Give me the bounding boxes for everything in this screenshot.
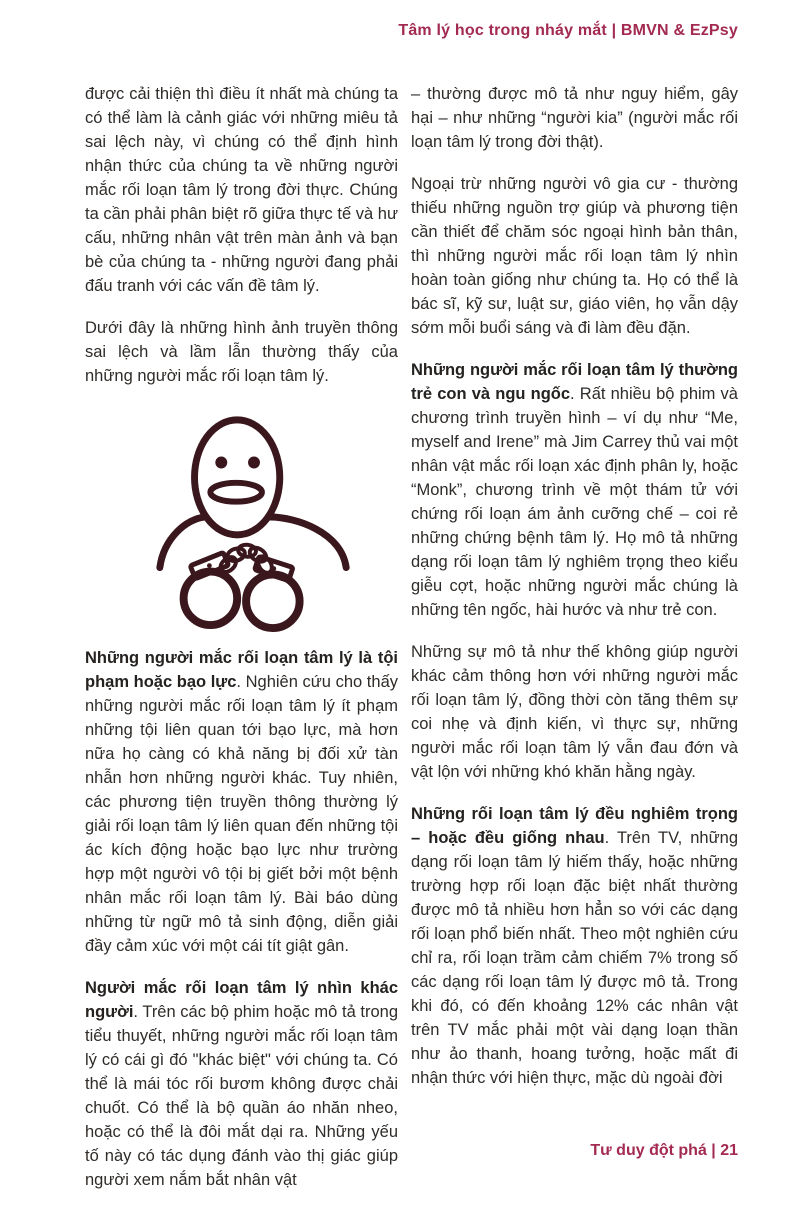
page-footer: Tư duy đột phá | 21 — [590, 1142, 738, 1159]
paragraph-lead: Những người mắc rối loạn tâm lý thường trẻ con và ngu ngốc — [411, 361, 738, 403]
paragraph-lead: Những rối loạn tâm lý đều nghiêm trọng – hoặc đều giống nhau — [411, 805, 738, 847]
right-column — [411, 82, 738, 1210]
person-with-handcuffs-illustration — [143, 406, 365, 634]
paragraph: Những sự mô tả như thế không giúp người khác cảm thông hơn với những người mắc rối loạn tâm lý, đồng thời còn tăng thêm sự coi nhẹ và định kiến, vì thực sự, những người mắc rối loạn tâm lý vẫn đau đớn và vật lộn với những khó khăn hằng ngày. — [411, 643, 738, 781]
paragraph: Những rối loạn tâm lý đều nghiêm trọng – hoặc đều giống nhau. Trên TV, những dạng rối loạn tâm lý hiếm thấy, hoặc những trường hợp rối loạn đặc biệt nhất thường được mô tả nhiều hơn hẳn so với các dạng rối loạn phổ biến nhất. Theo một nghiên cứu chỉ ra, rối loạn trầm cảm chiếm 7% trong số các dạng rối loạn tâm lý được mô tả. Trong khi đó, có đến khoảng 12% các nhân vật trên TV mắc phải một vài dạng loạn thần như ảo thanh, hoang tưởng, hoặc mất đi nhận thức với hiện thực, mặc dù ngoài đời — [411, 805, 738, 1087]
paragraph-lead: Những người mắc rối loạn tâm lý là tội phạm hoặc bạo lực — [85, 649, 398, 691]
paragraph: – thường được mô tả như nguy hiểm, gây hại – như những “người kia” (người mắc rối loạn tâm lý trong đời thật). — [411, 85, 738, 151]
paragraph: Những người mắc rối loạn tâm lý là tội phạm hoặc bạo lực. Nghiên cứu cho thấy những người mắc rối loạn tâm lý ít phạm những tội liên quan tới bạo lực, mà hơn nữa họ càng có khả năng bị đối xử tàn nhẫn hơn những người khác. Tuy nhiên, các phương tiện truyền thông thường lý giải rối loạn tâm lý liên quan đến những tội ác kích động hoặc bạo lực như trường hợp một người vô tội bị giết bởi một bệnh nhân mắc rối loạn tâm lý. Bài báo dùng những từ ngữ mô tả sinh động, diễn giải đầy cảm xúc với một cái tít giật gân. — [85, 649, 398, 955]
paragraph-lead: Người mắc rối loạn tâm lý nhìn khác người — [85, 979, 398, 1021]
paragraph: Dưới đây là những hình ảnh truyền thông sai lệch và lầm lẫn thường thấy của những người mắc rối loạn tâm lý. — [85, 319, 398, 385]
paragraph: Những người mắc rối loạn tâm lý thường trẻ con và ngu ngốc. Rất nhiều bộ phim và chương trình truyền hình – ví dụ như “Me, myself and Irene” mà Jim Carrey thủ vai một nhân vật mắc rối loạn xác định phân ly, hoặc “Monk”, chương trình về một thám tử với chứng rối loạn ám ảnh cưỡng chế – coi rẻ những chứng bệnh tâm lý. Họ mô tả những dạng rối loạn tâm lý nghiêm trọng theo kiểu giễu cợt, hoặc những người mắc chúng là những tên ngốc, hài hước và như trẻ con. — [411, 361, 738, 619]
page-content — [85, 82, 738, 1210]
paragraph: Ngoại trừ những người vô gia cư - thường thiếu những nguồn trợ giúp và phương tiện cần thiết để chăm sóc ngoại hình bản thân, thì những người mắc rối loạn tâm lý nhìn hoàn toàn giống như chúng ta. Họ có thể là bác sĩ, kỹ sư, luật sư, giáo viên, họ vẫn dậy sớm mỗi buổi sáng và đi làm đều đặn. — [411, 175, 738, 337]
running-header: Tâm lý học trong nháy mắt | BMVN & EzPsy — [398, 22, 738, 39]
paragraph: được cải thiện thì điều ít nhất mà chúng ta có thể làm là cảnh giác với những miêu tả sai lệch này, vì chúng có thể định hình nhận thức của chúng ta về những người mắc rối loạn tâm lý trong đời thực. Chúng ta cần phải phân biệt rõ giữa thực tế và hư cấu, những nhân vật trên màn ảnh và bạn bè của chúng ta - những người đang phải đấu tranh với các vấn đề tâm lý. — [85, 85, 398, 295]
left-column — [85, 82, 398, 1210]
paragraph: Người mắc rối loạn tâm lý nhìn khác người. Trên các bộ phim hoặc mô tả trong tiểu thuyết, những người mắc rối loạn tâm lý có cái gì đó "khác biệt" với chúng ta. Có thể là mái tóc rối bươm không được chải chuốt. Có thể là bộ quần áo nhăn nheo, hoặc có thể là đôi mắt dại ra. Những yếu tố này có tác dụng đánh vào thị giác giúp người xem nắm bắt nhân vật — [85, 979, 398, 1189]
